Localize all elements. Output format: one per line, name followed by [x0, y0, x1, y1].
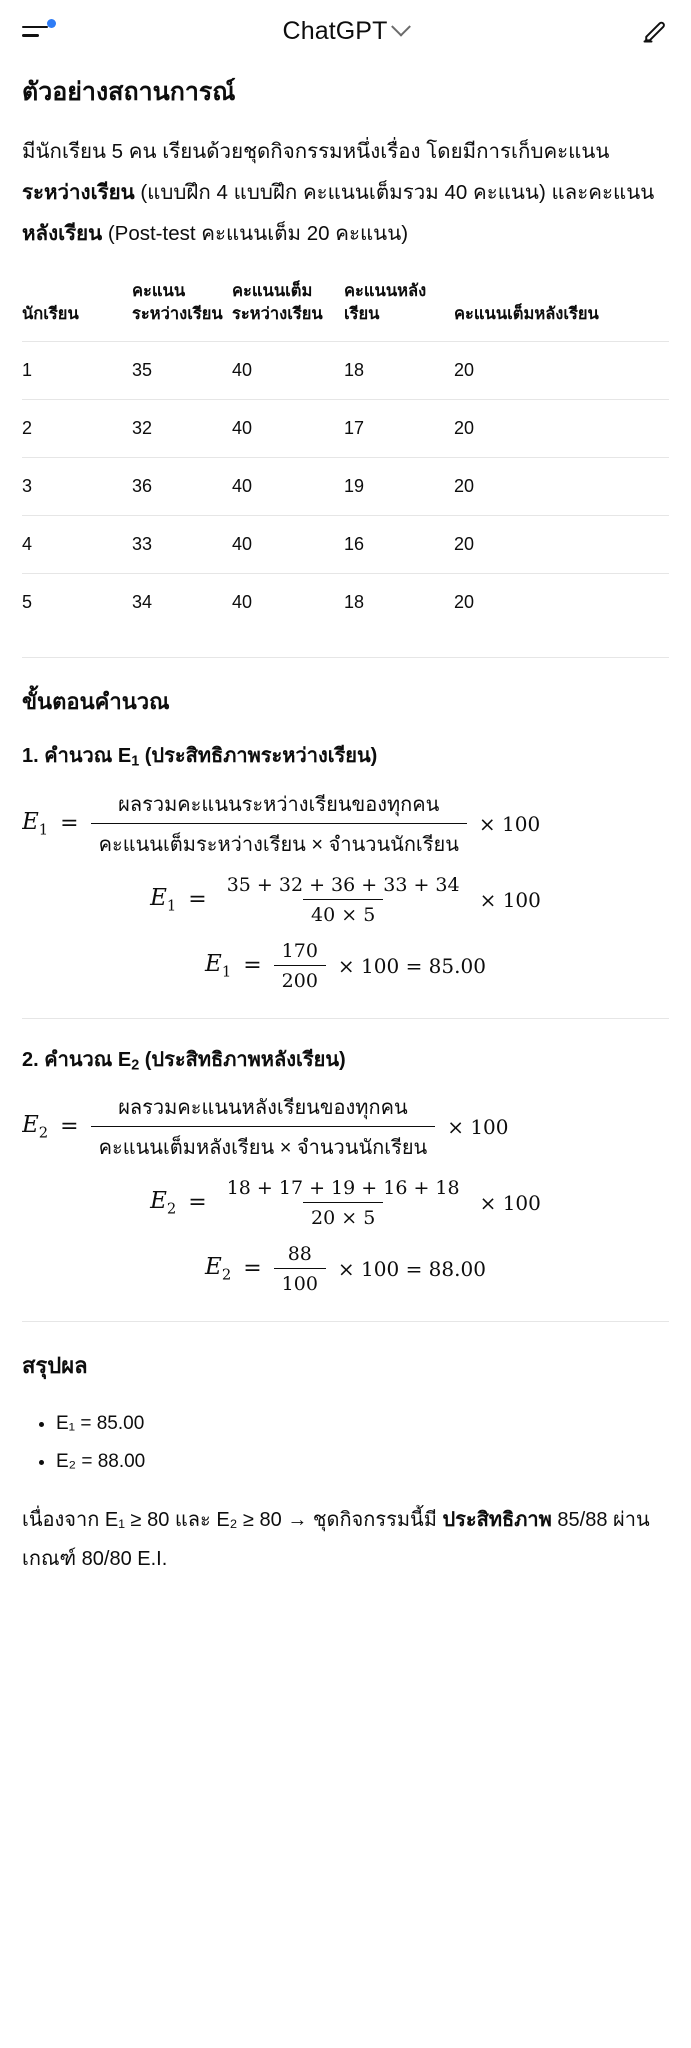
fraction-numerator: 88 — [287, 1242, 312, 1265]
list-item: • E₂ = 88.00 — [56, 1443, 669, 1481]
step-2-equation-2 — [22, 1177, 669, 1229]
table-cell: 16 — [344, 516, 454, 574]
step-1-title-pre: 1. คำนวณ E — [22, 745, 132, 768]
conclusion-bold: ประสิทธิภาพ — [442, 1508, 552, 1531]
step-2-title-pre: 2. คำนวณ E — [22, 1048, 132, 1071]
math-var: $E_1$ — [22, 808, 49, 839]
compose-new-chat-icon[interactable] — [641, 17, 669, 45]
result-tail: × 100 = 85.00 — [337, 953, 486, 978]
intro-paragraph — [22, 131, 669, 254]
fraction — [91, 1091, 436, 1163]
table-cell: 19 — [344, 458, 454, 516]
step-2-equation-3 — [22, 1243, 669, 1295]
math-var: $E_1$ — [150, 884, 177, 915]
step-1-equation-3 — [22, 940, 669, 992]
table-cell: 40 — [232, 400, 344, 458]
conclusion-paragraph — [22, 1501, 669, 1579]
equals-sign: = — [188, 1190, 207, 1216]
divider — [22, 1321, 669, 1322]
list-item: • E₁ = 85.00 — [56, 1405, 669, 1443]
intro-text-3: (Post-test คะแนนเต็ม 20 คะแนน) — [102, 221, 409, 245]
fraction-denominator: คะแนนเต็มระหว่างเรียน × จำนวนนักเรียน — [91, 823, 467, 860]
table-cell: 3 — [22, 458, 132, 516]
table-cell: 18 — [344, 342, 454, 400]
table-cell: 4 — [22, 516, 132, 574]
fraction — [219, 874, 468, 926]
equals-sign: = — [60, 811, 79, 837]
divider — [22, 657, 669, 658]
step-1-title-sub: 1 — [131, 753, 140, 770]
math-var: $E_1$ — [205, 950, 232, 981]
divider — [22, 1018, 669, 1019]
fraction-denominator: 40 × 5 — [303, 899, 383, 926]
step-1-equation-1 — [22, 788, 669, 860]
table-header-row — [22, 272, 669, 342]
steps-heading: ขั้นตอนคำนวณ — [22, 689, 170, 715]
multiplier-tail: × 100 — [479, 1190, 541, 1215]
table-cell: 33 — [132, 516, 232, 574]
chevron-down-icon[interactable] — [392, 17, 412, 37]
fraction — [219, 1177, 468, 1229]
equals-sign: = — [243, 953, 262, 979]
table-cell: 40 — [232, 458, 344, 516]
equals-sign: = — [188, 887, 207, 913]
table-header-cell: คะแนนระหว่างเรียน — [132, 281, 223, 324]
message-content — [0, 76, 691, 1619]
fraction-numerator: 170 — [281, 939, 318, 962]
table-cell: 40 — [232, 342, 344, 400]
math-var: $E_2$ — [150, 1187, 177, 1218]
summary-list — [22, 1405, 669, 1481]
table-cell: 17 — [344, 400, 454, 458]
table-row — [22, 400, 669, 458]
intro-text-1: มีนักเรียน 5 คน เรียนด้วยชุดกิจกรรมหนึ่งเรื่อง โดยมีการเก็บคะแนน — [22, 139, 610, 163]
conclusion-text-2: 85/88 ผ่านเกณฑ์ 80/80 E.I. — [22, 1508, 650, 1570]
table-cell: 1 — [22, 342, 132, 400]
step-1-title — [22, 741, 669, 773]
table-row — [22, 516, 669, 574]
conclusion-text-1: เนื่องจาก E₁ ≥ 80 และ E₂ ≥ 80 → ชุดกิจกรรมนี้มี — [22, 1508, 443, 1531]
math-var: $E_2$ — [205, 1253, 232, 1284]
fraction-denominator: คะแนนเต็มหลังเรียน × จำนวนนักเรียน — [91, 1126, 436, 1163]
step-2-title — [22, 1045, 669, 1077]
table-cell: 34 — [132, 574, 232, 632]
title-container — [0, 17, 691, 46]
fraction-denominator: 200 — [274, 965, 326, 992]
table-cell: 20 — [454, 342, 669, 400]
table-cell: 20 — [454, 574, 669, 632]
page-title: ChatGPT — [282, 16, 388, 45]
step-2-title-sub: 2 — [131, 1057, 140, 1074]
notification-dot — [47, 19, 56, 28]
equals-sign: = — [243, 1256, 262, 1282]
fraction-denominator: 20 × 5 — [303, 1202, 383, 1229]
math-var: $E_2$ — [22, 1111, 49, 1142]
fraction — [274, 1243, 326, 1295]
intro-bold-2: หลังเรียน — [22, 221, 103, 245]
table-cell: 18 — [344, 574, 454, 632]
table-row — [22, 574, 669, 632]
table-cell: 2 — [22, 400, 132, 458]
fraction-numerator: 18 + 17 + 19 + 16 + 18 — [226, 1176, 460, 1199]
step-1-equation-2 — [22, 874, 669, 926]
table-header-cell: นักเรียน — [22, 305, 79, 324]
fraction-numerator: ผลรวมคะแนนหลังเรียนของทุกคน — [118, 1096, 408, 1119]
hamburger-menu-icon[interactable] — [22, 19, 52, 43]
step-2-title-post: (ประสิทธิภาพหลังเรียน) — [139, 1048, 346, 1071]
table-cell: 32 — [132, 400, 232, 458]
intro-bold-1: ระหว่างเรียน — [22, 180, 135, 204]
fraction — [91, 788, 467, 860]
table-header-cell: คะแนนหลังเรียน — [344, 281, 427, 324]
fraction-numerator: ผลรวมคะแนนระหว่างเรียนของทุกคน — [118, 793, 440, 816]
fraction-denominator: 100 — [274, 1268, 326, 1295]
table-cell: 36 — [132, 458, 232, 516]
step-1-title-post: (ประสิทธิภาพระหว่างเรียน) — [139, 745, 378, 768]
table-header-cell: คะแนนเต็มหลังเรียน — [454, 305, 599, 324]
table-cell: 40 — [232, 574, 344, 632]
table-cell: 35 — [132, 342, 232, 400]
multiplier-tail: × 100 — [479, 887, 541, 912]
result-tail: × 100 = 88.00 — [337, 1256, 486, 1281]
multiplier-tail: × 100 — [447, 1114, 509, 1139]
table-cell: 20 — [454, 458, 669, 516]
table-cell: 20 — [454, 400, 669, 458]
app-header — [0, 0, 691, 62]
scores-table — [22, 272, 669, 632]
equals-sign: = — [60, 1114, 79, 1140]
fraction — [274, 940, 326, 992]
table-row — [22, 342, 669, 400]
table-cell: 40 — [232, 516, 344, 574]
table-cell: 20 — [454, 516, 669, 574]
summary-heading: สรุปผล — [22, 1352, 88, 1378]
section-heading: ตัวอย่างสถานการณ์ — [22, 78, 236, 106]
intro-text-2: (แบบฝึก 4 แบบฝึก คะแนนเต็มรวม 40 คะแนน) และคะแนน — [134, 180, 655, 204]
table-row — [22, 458, 669, 516]
step-2-equation-1 — [22, 1091, 669, 1163]
fraction-numerator: 35 + 32 + 36 + 33 + 34 — [226, 873, 460, 896]
table-cell: 5 — [22, 574, 132, 632]
multiplier-tail: × 100 — [478, 811, 541, 836]
table-header-cell: คะแนนเต็มระหว่างเรียน — [232, 281, 323, 324]
